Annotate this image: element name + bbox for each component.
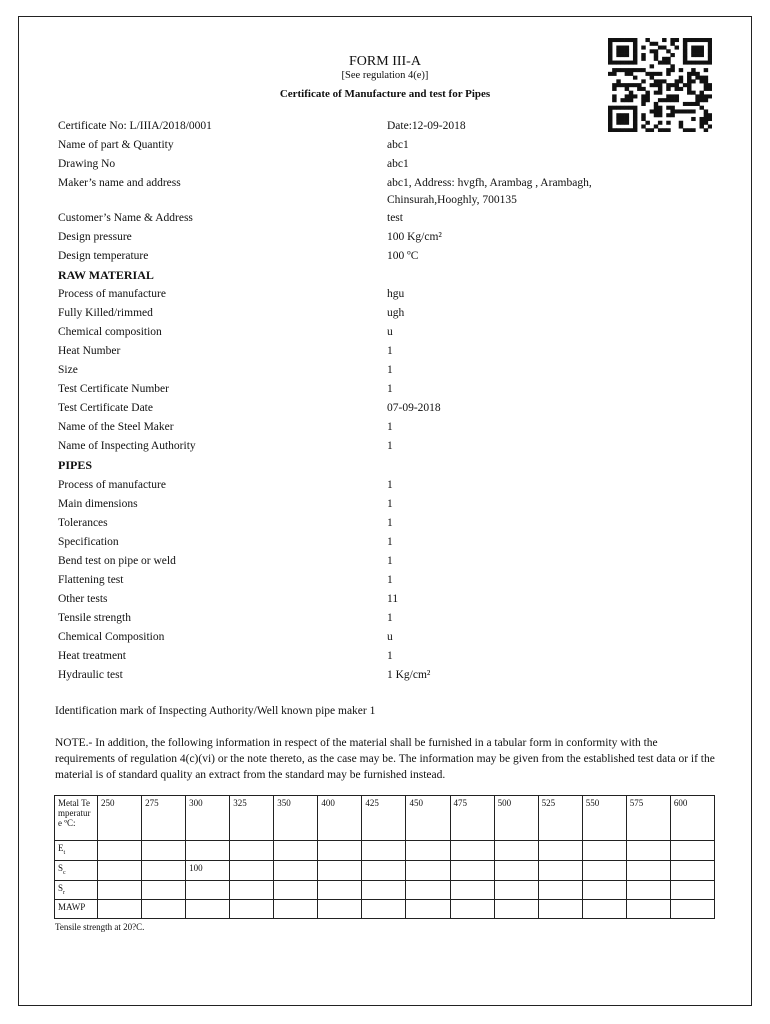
table-cell (582, 880, 626, 900)
field-label: Tolerances (58, 517, 108, 529)
field-label: Drawing No (58, 158, 116, 170)
table-row (55, 900, 715, 919)
field-value: abc1, Address: hvgfh, Arambag , Arambagh, (387, 177, 592, 189)
field-value: 100 ºC (387, 250, 419, 262)
table-row (55, 860, 715, 880)
table-cell (406, 860, 450, 880)
field-value: hgu (387, 288, 405, 300)
certificate-row (0, 120, 770, 139)
field-row (0, 177, 770, 196)
field-row (0, 326, 770, 345)
field-value: abc1 (387, 158, 409, 170)
note-paragraph: NOTE.- In addition, the following information in respect of the material shall be furnished in a tabular form in conformity with the requirements of regulation 4(c)(vi) or the note thereto, as the case may be. The information may be given from the established test data or if the material is of standard quality an extract from the standard may be furnished instead. (55, 737, 715, 781)
field-row (0, 212, 770, 231)
temperature-cell: 350 (274, 796, 318, 841)
temperature-cell: 550 (582, 796, 626, 841)
table-row (55, 880, 715, 900)
table-cell (230, 900, 274, 919)
table-cell (362, 860, 406, 880)
table-header-label: Metal Te mperatur e ºC: (55, 796, 98, 841)
field-row (0, 402, 770, 421)
field-label: Design temperature (58, 250, 149, 262)
temperature-cell: 300 (186, 796, 230, 841)
field-label: Customer’s Name & Address (58, 212, 193, 224)
table-cell (274, 841, 318, 861)
table-cell (670, 880, 714, 900)
form-title: FORM III-A (349, 54, 421, 69)
table-cell (318, 860, 362, 880)
field-value: 1 Kg/cm² (387, 669, 431, 681)
field-label: Fully Killed/rimmed (58, 307, 153, 319)
temperature-cell: 250 (98, 796, 142, 841)
field-value: ugh (387, 307, 405, 319)
field-value: 100 Kg/cm² (387, 231, 442, 243)
temperature-cell: 600 (670, 796, 714, 841)
temperature-cell: 500 (494, 796, 538, 841)
row-label: $S_c$ (55, 860, 98, 880)
table-cell (670, 841, 714, 861)
field-label: Hydraulic test (58, 669, 123, 681)
table-cell (538, 841, 582, 861)
field-label: Main dimensions (58, 498, 138, 510)
field-label: Other tests (58, 593, 108, 605)
table-cell (98, 841, 142, 861)
table-cell (362, 841, 406, 861)
temperature-cell: 525 (538, 796, 582, 841)
field-label: Test Certificate Number (58, 383, 169, 395)
field-label: Process of manufacture (58, 288, 166, 300)
field-value: 1 (387, 345, 393, 357)
field-row (0, 479, 770, 498)
table-cell (230, 841, 274, 861)
qr-code (608, 38, 712, 132)
table-cell (582, 900, 626, 919)
table-cell (494, 880, 538, 900)
maker-address-line2: Chinsurah,Hooghly, 700135 (387, 194, 517, 206)
field-row (0, 383, 770, 402)
field-row (0, 669, 770, 688)
field-value: 1 (387, 364, 393, 376)
field-value: 07-09-2018 (387, 402, 441, 414)
table-cell (98, 860, 142, 880)
temperature-table (54, 795, 715, 919)
field-row (0, 421, 770, 440)
field-row (0, 612, 770, 631)
table-cell (186, 900, 230, 919)
footer-note: Tensile strength at 20?C. (55, 922, 145, 932)
table-cell (274, 900, 318, 919)
field-value: 1 (387, 479, 393, 491)
table-cell (494, 860, 538, 880)
table-cell (406, 841, 450, 861)
field-value: 1 (387, 555, 393, 567)
field-label: Name of part & Quantity (58, 139, 174, 151)
table-cell (274, 860, 318, 880)
field-label: Heat Number (58, 345, 121, 357)
field-row (0, 364, 770, 383)
table-cell (142, 860, 186, 880)
field-row (0, 307, 770, 326)
table-cell (538, 900, 582, 919)
table-cell (98, 880, 142, 900)
field-value: u (387, 326, 393, 338)
table-cell (230, 880, 274, 900)
field-value: u (387, 631, 393, 643)
table-cell (142, 841, 186, 861)
field-label: Maker’s name and address (58, 177, 181, 189)
field-value: abc1 (387, 139, 409, 151)
field-label: Size (58, 364, 78, 376)
field-row (0, 231, 770, 250)
pipes-heading: PIPES (58, 458, 93, 472)
temperature-cell: 450 (406, 796, 450, 841)
field-row (0, 158, 770, 177)
field-label: Name of the Steel Maker (58, 421, 174, 433)
temperature-cell: 275 (142, 796, 186, 841)
field-value: 1 (387, 650, 393, 662)
regulation-ref: [See regulation 4(e)] (341, 70, 429, 81)
table-cell (406, 880, 450, 900)
raw-material-heading: RAW MATERIAL (58, 268, 154, 282)
field-value: 1 (387, 421, 393, 433)
table-cell (494, 900, 538, 919)
field-value: test (387, 212, 403, 224)
table-cell (318, 900, 362, 919)
table-cell (406, 900, 450, 919)
field-label: Bend test on pipe or weld (58, 555, 176, 567)
table-cell (626, 880, 670, 900)
field-value: 1 (387, 440, 393, 452)
field-label: Test Certificate Date (58, 402, 153, 414)
field-label: Heat treatment (58, 650, 127, 662)
table-header-row (55, 796, 715, 841)
field-value: 1 (387, 536, 393, 548)
field-label: Design pressure (58, 231, 132, 243)
table-cell (318, 841, 362, 861)
field-value: 11 (387, 593, 399, 605)
field-row (0, 288, 770, 307)
field-label: Specification (58, 536, 119, 548)
field-row (0, 139, 770, 158)
table-cell (626, 841, 670, 861)
field-row (0, 574, 770, 593)
table-cell (318, 880, 362, 900)
temperature-cell: 475 (450, 796, 494, 841)
table-cell (494, 841, 538, 861)
table-cell (362, 900, 406, 919)
table-cell (274, 880, 318, 900)
field-row (0, 631, 770, 650)
field-row (0, 250, 770, 269)
table-cell (670, 860, 714, 880)
temperature-cell: 400 (318, 796, 362, 841)
table-cell (538, 860, 582, 880)
certificate-date: Date:12-09-2018 (387, 120, 466, 132)
table-cell (186, 841, 230, 861)
table-cell (670, 900, 714, 919)
table-cell (142, 900, 186, 919)
field-label: Tensile strength (58, 612, 131, 624)
field-row (0, 536, 770, 555)
table-row (55, 841, 715, 861)
table-cell (450, 900, 494, 919)
field-row (0, 555, 770, 574)
temperature-cell: 575 (626, 796, 670, 841)
table-cell (98, 900, 142, 919)
table-cell (186, 880, 230, 900)
row-label: $E_t$ (55, 841, 98, 861)
field-label: Process of manufacture (58, 479, 166, 491)
table-cell (230, 860, 274, 880)
table-cell (626, 900, 670, 919)
field-value: 1 (387, 517, 393, 529)
field-value: 1 (387, 383, 393, 395)
table-cell (582, 841, 626, 861)
row-label: $S_r$ (55, 880, 98, 900)
certificate-title: Certificate of Manufacture and test for Pipes (279, 88, 491, 100)
field-label: Chemical Composition (58, 631, 165, 643)
table-cell (450, 860, 494, 880)
table-cell (450, 841, 494, 861)
table-cell (362, 880, 406, 900)
field-label: Chemical composition (58, 326, 162, 338)
table-cell (626, 860, 670, 880)
temperature-cell: 325 (230, 796, 274, 841)
row-label: MAWP (55, 900, 98, 919)
field-row (0, 440, 770, 459)
field-row (0, 345, 770, 364)
field-row (0, 517, 770, 536)
field-value: 1 (387, 498, 393, 510)
field-value: 1 (387, 574, 393, 586)
certificate-number: Certificate No: L/IIIA/2018/0001 (58, 120, 212, 132)
identification-mark: Identification mark of Inspecting Authority/Well known pipe maker 1 (55, 705, 376, 717)
field-row (0, 498, 770, 517)
table-cell (582, 860, 626, 880)
table-cell (142, 880, 186, 900)
field-label: Flattening test (58, 574, 124, 586)
temperature-cell: 425 (362, 796, 406, 841)
table-cell (538, 880, 582, 900)
field-row (0, 593, 770, 612)
table-cell: 100 (186, 860, 230, 880)
field-row (0, 650, 770, 669)
field-label: Name of Inspecting Authority (58, 440, 196, 452)
field-value: 1 (387, 612, 393, 624)
table-cell (450, 880, 494, 900)
